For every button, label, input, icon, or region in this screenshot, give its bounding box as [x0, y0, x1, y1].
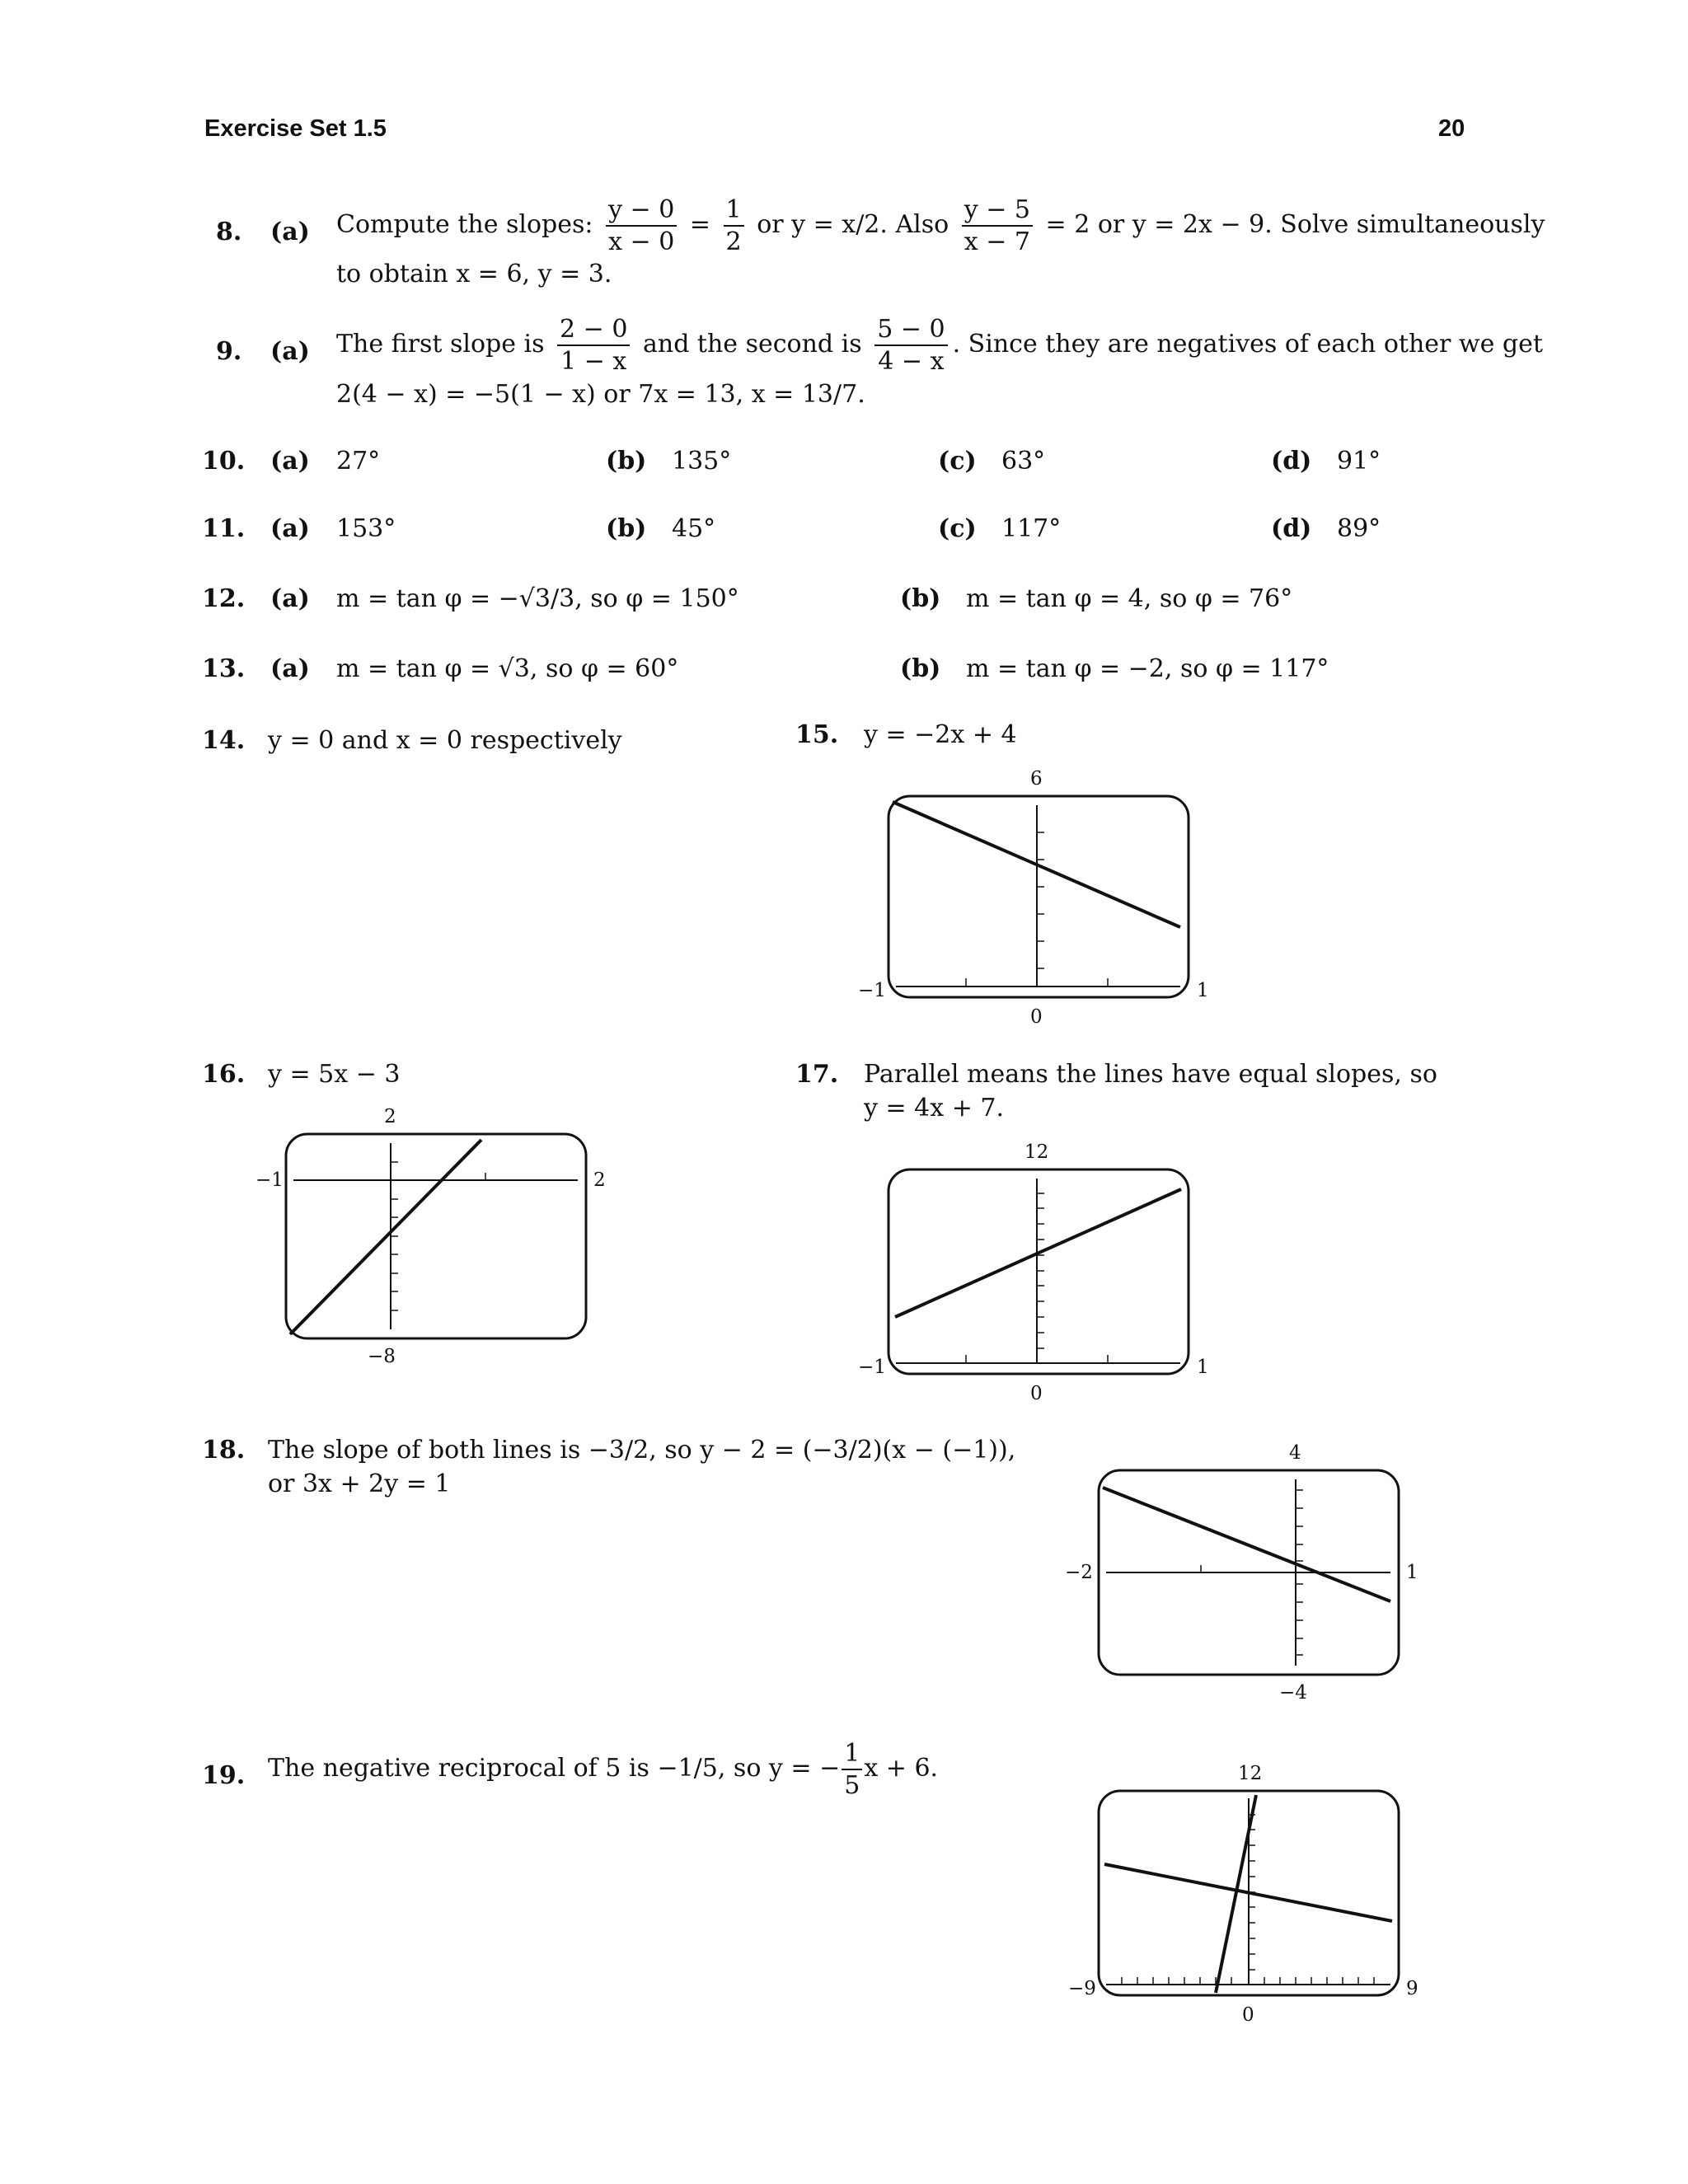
answer-line-1: Parallel means the lines have equal slopes, so: [864, 1060, 1437, 1089]
origin-label: 0: [1030, 1006, 1043, 1028]
x-min-label: −9: [1068, 1978, 1096, 1999]
answer-line-2: y = 4x + 7.: [864, 1094, 1004, 1122]
problem-number: 17.: [795, 1060, 839, 1089]
part-label: (a): [270, 218, 310, 246]
answer-value: 45°: [672, 514, 716, 543]
answer-line: [268, 1740, 938, 1799]
part-label: (b): [606, 514, 647, 543]
answer-value: 91°: [1337, 447, 1381, 476]
part-label: (a): [270, 447, 310, 476]
problem-number: 13.: [202, 654, 246, 683]
graph-15: [858, 768, 1209, 1028]
problem-8-line-2: to obtain x = 6, y = 3.: [336, 260, 612, 288]
problem-number: 9.: [216, 337, 242, 366]
answer-text: m = tan φ = −√3/3, so φ = 150°: [336, 584, 739, 613]
problem-number: 10.: [202, 447, 246, 476]
numerator: 1: [724, 196, 744, 227]
graph-17: [858, 1141, 1209, 1404]
fraction: [606, 196, 677, 255]
numerator: y − 5: [962, 196, 1033, 227]
answer-value: 135°: [672, 447, 732, 476]
fraction: [842, 1740, 862, 1799]
part-label: (b): [900, 584, 941, 613]
x-max-label: 2: [593, 1169, 606, 1191]
answer-line-2: or 3x + 2y = 1: [268, 1469, 451, 1498]
problem-9-line-2: 2(4 − x) = −5(1 − x) or 7x = 13, x = 13/7.: [336, 380, 865, 409]
page-number: 20: [1438, 115, 1465, 142]
graph-line: [290, 1140, 481, 1334]
part-label: (a): [270, 654, 310, 683]
problem-number: 15.: [795, 720, 839, 749]
text: or y = x/2. Also: [757, 210, 950, 239]
x-max-label: 1: [1406, 1562, 1418, 1583]
y-max-label: 2: [384, 1106, 396, 1127]
y-ticks: [391, 1162, 398, 1310]
problem-number: 18.: [202, 1436, 246, 1465]
text: and the second is: [642, 330, 862, 359]
text: The negative reciprocal of 5 is −1/5, so y = −: [268, 1754, 841, 1783]
part-label: (b): [900, 654, 941, 683]
problem-8-line-1: [336, 196, 1545, 255]
fraction: [557, 316, 630, 375]
answer-value: 63°: [1001, 447, 1046, 476]
answer-text: m = tan φ = −2, so φ = 117°: [966, 654, 1329, 683]
fraction: [874, 316, 947, 375]
denominator: 4 − x: [878, 347, 945, 376]
graph-19: [1068, 1763, 1418, 2026]
graph-18-svg: [1098, 1469, 1400, 1675]
y-max-label: 12: [1025, 1141, 1049, 1163]
y-max-label: 4: [1289, 1442, 1301, 1464]
problem-number: 16.: [202, 1060, 246, 1089]
graph-19-svg: [1098, 1790, 1400, 1996]
equals-sign: =: [689, 210, 710, 239]
problem-number: 8.: [216, 218, 242, 246]
answer-text: m = tan φ = √3, so φ = 60°: [336, 654, 679, 683]
part-label: (d): [1271, 447, 1312, 476]
problem-number: 11.: [202, 514, 246, 543]
x-min-label: −1: [256, 1169, 284, 1191]
denominator: x − 7: [964, 227, 1030, 256]
denominator: 5: [844, 1771, 860, 1800]
x-min-label: −1: [858, 980, 886, 1001]
part-label: (a): [270, 337, 310, 366]
answer-value: 27°: [336, 447, 381, 476]
part-label: (d): [1271, 514, 1312, 543]
problem-number: 14.: [202, 726, 246, 755]
part-label: (a): [270, 584, 310, 613]
numerator: 2 − 0: [557, 316, 630, 346]
problem-9-line-1: [336, 316, 1543, 375]
part-label: (c): [938, 447, 977, 476]
x-max-label: 1: [1197, 980, 1209, 1001]
section-title: Exercise Set 1.5: [204, 115, 387, 142]
problem-number: 19.: [202, 1761, 246, 1790]
graph-line: [1103, 1488, 1390, 1601]
text: = 2 or y = 2x − 9. Solve simultaneously: [1045, 210, 1545, 239]
denominator: x − 0: [608, 227, 675, 256]
answer-value: 153°: [336, 514, 396, 543]
x-max-label: 1: [1197, 1357, 1209, 1378]
answer-value: 117°: [1001, 514, 1062, 543]
screen-frame: [286, 1134, 586, 1338]
answer-value: 89°: [1337, 514, 1381, 543]
fraction: [962, 196, 1033, 255]
answer-text: m = tan φ = 4, so φ = 76°: [966, 584, 1293, 613]
denominator: 2: [725, 227, 742, 256]
numerator: 1: [842, 1740, 862, 1770]
y-max-label: 6: [1030, 768, 1043, 790]
part-label: (a): [270, 514, 310, 543]
problem-number: 12.: [202, 584, 246, 613]
graph-18: [1065, 1442, 1418, 1704]
graph-15-svg: [888, 795, 1189, 998]
fraction: [724, 196, 744, 255]
y-min-label: −8: [368, 1346, 396, 1367]
answer-text: y = 0 and x = 0 respectively: [268, 726, 622, 755]
y-ticks: [1037, 832, 1044, 968]
graph-16: [256, 1106, 606, 1367]
answer-line-1: The slope of both lines is −3/2, so y − 2 = (−3/2)(x − (−1)),: [268, 1436, 1016, 1465]
y-max-label: 12: [1238, 1763, 1263, 1784]
origin-label: 0: [1242, 2004, 1254, 2026]
screen-frame: [889, 1169, 1189, 1374]
graph-17-svg: [888, 1169, 1189, 1375]
text: Compute the slopes:: [336, 210, 593, 239]
numerator: 5 − 0: [874, 316, 947, 346]
text: x + 6.: [864, 1754, 939, 1783]
x-min-label: −2: [1065, 1562, 1093, 1583]
graph-16-svg: [285, 1133, 587, 1339]
answer-text: y = −2x + 4: [864, 720, 1017, 749]
x-min-label: −1: [858, 1357, 886, 1378]
x-max-label: 9: [1406, 1978, 1418, 1999]
y-ticks: [1037, 1193, 1044, 1348]
numerator: y − 0: [606, 196, 677, 227]
answer-text: y = 5x − 3: [268, 1060, 401, 1089]
text: The first slope is: [336, 330, 545, 359]
part-label: (c): [938, 514, 977, 543]
text: . Since they are negatives of each other we get: [952, 330, 1543, 359]
y-min-label: −4: [1279, 1682, 1307, 1704]
part-label: (b): [606, 447, 647, 476]
origin-label: 0: [1030, 1383, 1043, 1404]
screen-frame: [889, 796, 1189, 997]
denominator: 1 − x: [560, 347, 627, 376]
